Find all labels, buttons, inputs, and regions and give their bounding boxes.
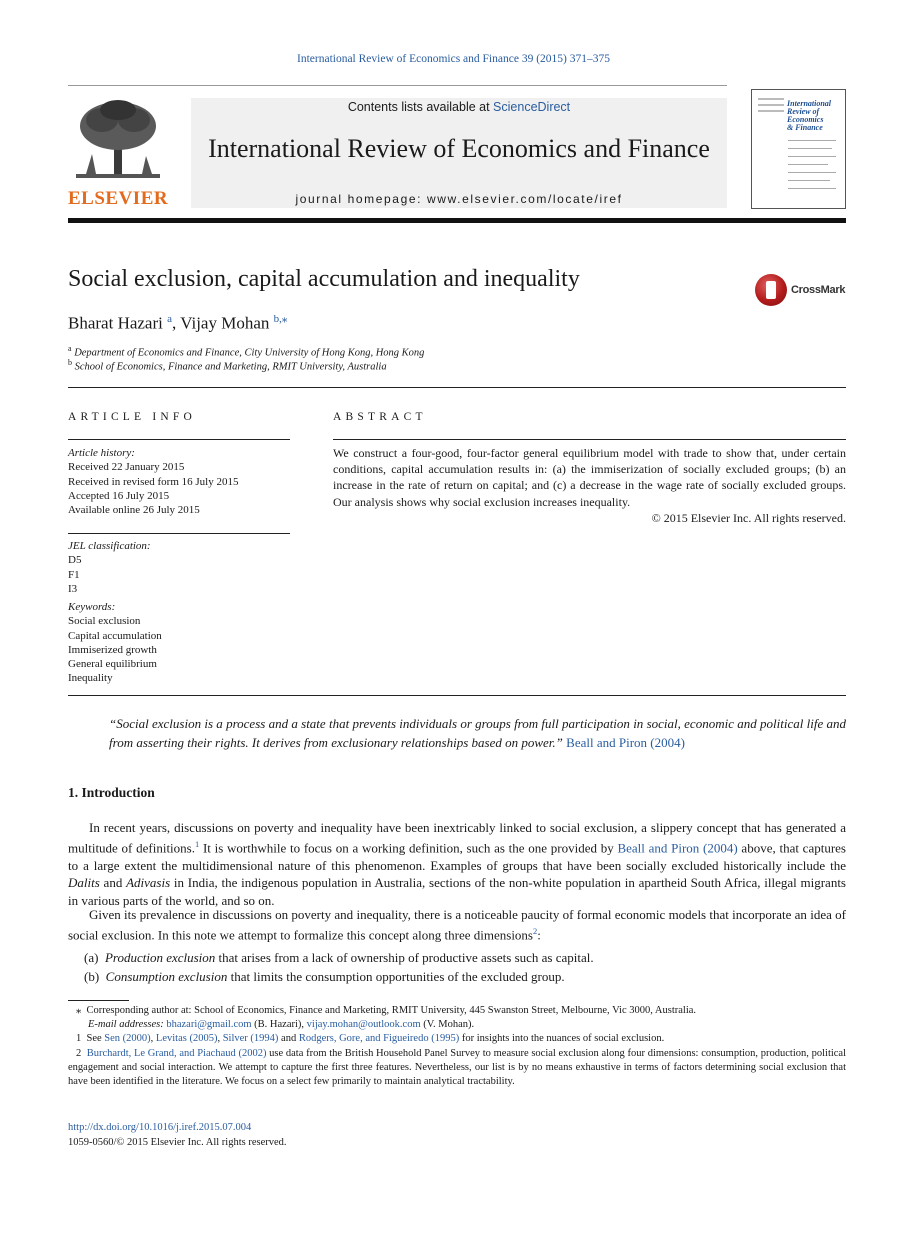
footnote-mark: 1: [76, 1033, 82, 1044]
para-text: in India, the indigenous population in Australia, sections of the non-white population in apartheid South Africa, illegal migrants in various parts of the world, and so on.: [68, 875, 846, 908]
email-link[interactable]: bhazari@gmail.com: [166, 1019, 252, 1030]
citation-link[interactable]: Levitas (2005): [155, 1033, 218, 1044]
list-label: (a): [84, 950, 99, 965]
keyword: General equilibrium: [68, 658, 157, 671]
article-title: Social exclusion, capital accumulation and inequality: [68, 266, 580, 292]
cover-decoration: [788, 156, 836, 157]
article-info-heading: ARTICLE INFO: [68, 411, 196, 423]
author-name: Bharat Hazari: [68, 313, 163, 333]
journal-cover-thumbnail[interactable]: [751, 89, 846, 209]
author-affil-marker[interactable]: a: [167, 313, 173, 325]
epigraph-text: “Social exclusion is a process and a state that prevents individuals or groups from full participation in social, economic and political life and from asserting their rights. It derives from exclusionary relationships based on power.”: [109, 716, 846, 750]
author-list: [68, 312, 287, 334]
footnote-ref[interactable]: 2: [533, 926, 538, 937]
emphasis: Dalits: [68, 875, 100, 891]
footnote-1: 1 See Sen (2000), Levitas (2005), Silver (1994) and Rodgers, Gore, and Figueiredo (1995) for insights into the nuances of social exclusion.: [76, 1033, 665, 1044]
history-item: Received 22 January 2015: [68, 461, 185, 474]
cover-decoration: [788, 188, 836, 189]
jel-code: D5: [68, 554, 82, 567]
cover-decoration: [788, 140, 836, 141]
publisher-name: ELSEVIER: [68, 188, 169, 209]
jel-label: JEL classification:: [68, 540, 151, 552]
footnote-ref[interactable]: 1: [194, 839, 200, 850]
footnote-corresponding: [68, 1004, 854, 1018]
epigraph: [109, 714, 846, 752]
divider: [68, 533, 290, 534]
para-text: and: [99, 875, 127, 891]
affiliation: [68, 358, 387, 373]
cover-decoration: [788, 172, 836, 173]
cover-title: [787, 100, 831, 132]
keywords-label: Keywords:: [68, 601, 116, 613]
cover-decoration: [758, 104, 784, 106]
divider: [333, 439, 846, 440]
crossmark-badge[interactable]: [755, 274, 850, 310]
doi-link[interactable]: http://dx.doi.org/10.1016/j.iref.2015.07.004: [68, 1122, 252, 1133]
footnote-emails: [68, 1018, 866, 1032]
issn-copyright: 1059-0560/© 2015 Elsevier Inc. All rights reserved.: [68, 1137, 287, 1148]
keyword: Social exclusion: [68, 615, 141, 628]
footnote-text: for insights into the nuances of social exclusion.: [459, 1033, 665, 1044]
jel-code: I3: [68, 582, 78, 595]
epigraph-citation[interactable]: Beall and Piron (2004): [566, 735, 685, 750]
homepage-url[interactable]: www.elsevier.com/locate/iref: [427, 192, 623, 206]
tree-icon: [72, 98, 164, 184]
affil-marker: b: [68, 358, 72, 367]
divider: [68, 439, 290, 440]
jel-classification: [68, 539, 298, 596]
footnote-2: [68, 1047, 846, 1089]
para-text: Given its prevalence in discussions on poverty and inequality, there is a noticeable paucity of formal economic models that incorporate an idea of social exclusion. In this note we attempt to formalize this concept along three dimensions: [68, 907, 846, 943]
list-text: that arises from a lack of ownership of productive assets such as capital.: [215, 950, 594, 965]
abstract-heading: ABSTRACT: [333, 411, 427, 423]
cover-title-line: International: [787, 99, 832, 108]
affil-text: Department of Economics and Finance, City University of Hong Kong, Hong Kong: [74, 347, 425, 359]
email-owner: (V. Mohan).: [420, 1019, 475, 1030]
divider: [68, 695, 846, 696]
author-separator: ,: [172, 313, 181, 333]
header-divider: [68, 85, 727, 86]
list-text: that limits the consumption opportunities of the excluded group.: [227, 969, 565, 984]
citation-link[interactable]: Silver (1994): [222, 1033, 279, 1044]
citation-link[interactable]: Burchardt, Le Grand, and Piachaud (2002): [86, 1048, 267, 1059]
paragraph: [68, 819, 846, 909]
footnote-text: use data from the British Household Panel Survey to measure social exclusion along four dimensions: consumption, production, political engagement and social interaction. We attempt to capture the first three features. Nevertheless, our list is by no means exhaustive in terms of factors determining social exclusion that have been identified in the literature. We focus on a select few primarily to maintain analytical tractability.: [68, 1048, 847, 1087]
history-item: Available online 26 July 2015: [68, 504, 200, 517]
citation-link[interactable]: Beall and Piron (2004): [617, 840, 738, 856]
list-item: [84, 950, 594, 966]
section-heading: 1. Introduction: [68, 785, 155, 800]
footnote-mark: ⁎: [76, 1005, 82, 1016]
affiliation: [68, 344, 424, 359]
cover-decoration: [788, 164, 828, 165]
list-term: Production exclusion: [104, 950, 216, 965]
keyword: Inequality: [68, 672, 113, 685]
author-name: Vijay Mohan: [180, 313, 270, 333]
para-text: above, that captures to a large extent the multidimensional nature of this phenomenon. Examples of groups that have been socially excluded historically include the: [68, 840, 846, 873]
homepage-prefix: journal homepage:: [295, 192, 427, 206]
cover-title-line: & Finance: [787, 123, 823, 132]
crossmark-label: CrossMark: [791, 284, 846, 296]
cover-decoration: [758, 98, 784, 100]
contents-availability: [191, 100, 727, 114]
abstract-copyright: © 2015 Elsevier Inc. All rights reserved.: [651, 511, 846, 525]
footnote-text: See: [86, 1033, 105, 1044]
list-item: [84, 969, 565, 985]
cover-decoration: [788, 180, 830, 181]
email-label: E-mail addresses:: [88, 1019, 167, 1030]
journal-title: International Review of Economics and Finance: [208, 134, 710, 163]
keyword: Immiserized growth: [68, 643, 157, 656]
keyword: Capital accumulation: [68, 629, 162, 642]
abstract-text: We construct a four-good, four-factor general equilibrium model with trade to show that, under certain conditions, capital accumulation results in: (a) the immiserization of socially excluded groups; (b) an increase in the rate of return on capital; and (c) a decrease in the wage rate of socially excluded groups. Our analysis shows why social exclusion increases inequality.: [333, 446, 846, 509]
cover-decoration: [788, 148, 832, 149]
cover-decoration: [758, 110, 784, 112]
sciencedirect-link[interactable]: ScienceDirect: [493, 100, 571, 114]
para-text: :: [537, 927, 541, 943]
history-label: Article history:: [68, 447, 135, 459]
author-affil-marker[interactable]: b,⁎: [273, 313, 288, 325]
citation-link[interactable]: Sen (2000): [104, 1033, 151, 1044]
para-text: In recent years, discussions on poverty and inequality have been inextricably linked to social exclusion, a slippery concept that has generated a multitude of definitions.: [68, 820, 846, 856]
emphasis: Adivasis: [126, 875, 171, 891]
history-item: Received in revised form 16 July 2015: [68, 475, 239, 488]
citation-link[interactable]: Rodgers, Gore, and Figueiredo (1995): [298, 1033, 460, 1044]
journal-homepage: [191, 192, 727, 206]
header-thick-rule: [68, 218, 846, 223]
cover-title-line: Economics: [787, 115, 824, 124]
paragraph: [68, 906, 846, 944]
journal-reference[interactable]: International Review of Economics and Finance 39 (2015) 371–375: [297, 53, 610, 65]
email-link[interactable]: vijay.mohan@outlook.com: [306, 1019, 421, 1030]
footnote-mark: 2: [76, 1048, 82, 1059]
elsevier-logo[interactable]: [68, 98, 168, 210]
keywords: [68, 600, 298, 686]
jel-code: F1: [68, 568, 80, 581]
affil-text: School of Economics, Finance and Marketing, RMIT University, Australia: [74, 361, 387, 373]
footnote-rule: [68, 1000, 129, 1001]
contents-prefix: Contents lists available at: [347, 100, 494, 114]
journal-banner: [191, 98, 727, 208]
list-label: (b): [84, 969, 100, 984]
list-term: Consumption exclusion: [105, 969, 228, 984]
history-item: Accepted 16 July 2015: [68, 489, 170, 502]
footnote-text: Corresponding author at: School of Economics, Finance and Marketing, RMIT University, 445 Swanston Street, Melbourne, Vic 3000, Australia.: [86, 1005, 697, 1016]
affil-marker: a: [68, 344, 72, 353]
crossmark-bookmark-icon: [766, 281, 776, 299]
para-text: It is worthwhile to focus on a working definition, such as the one provided by: [199, 840, 618, 856]
divider: [68, 387, 846, 388]
cover-title-line: Review of: [787, 107, 820, 116]
email-owner: (B. Hazari),: [251, 1019, 307, 1030]
article-history: [68, 446, 298, 517]
